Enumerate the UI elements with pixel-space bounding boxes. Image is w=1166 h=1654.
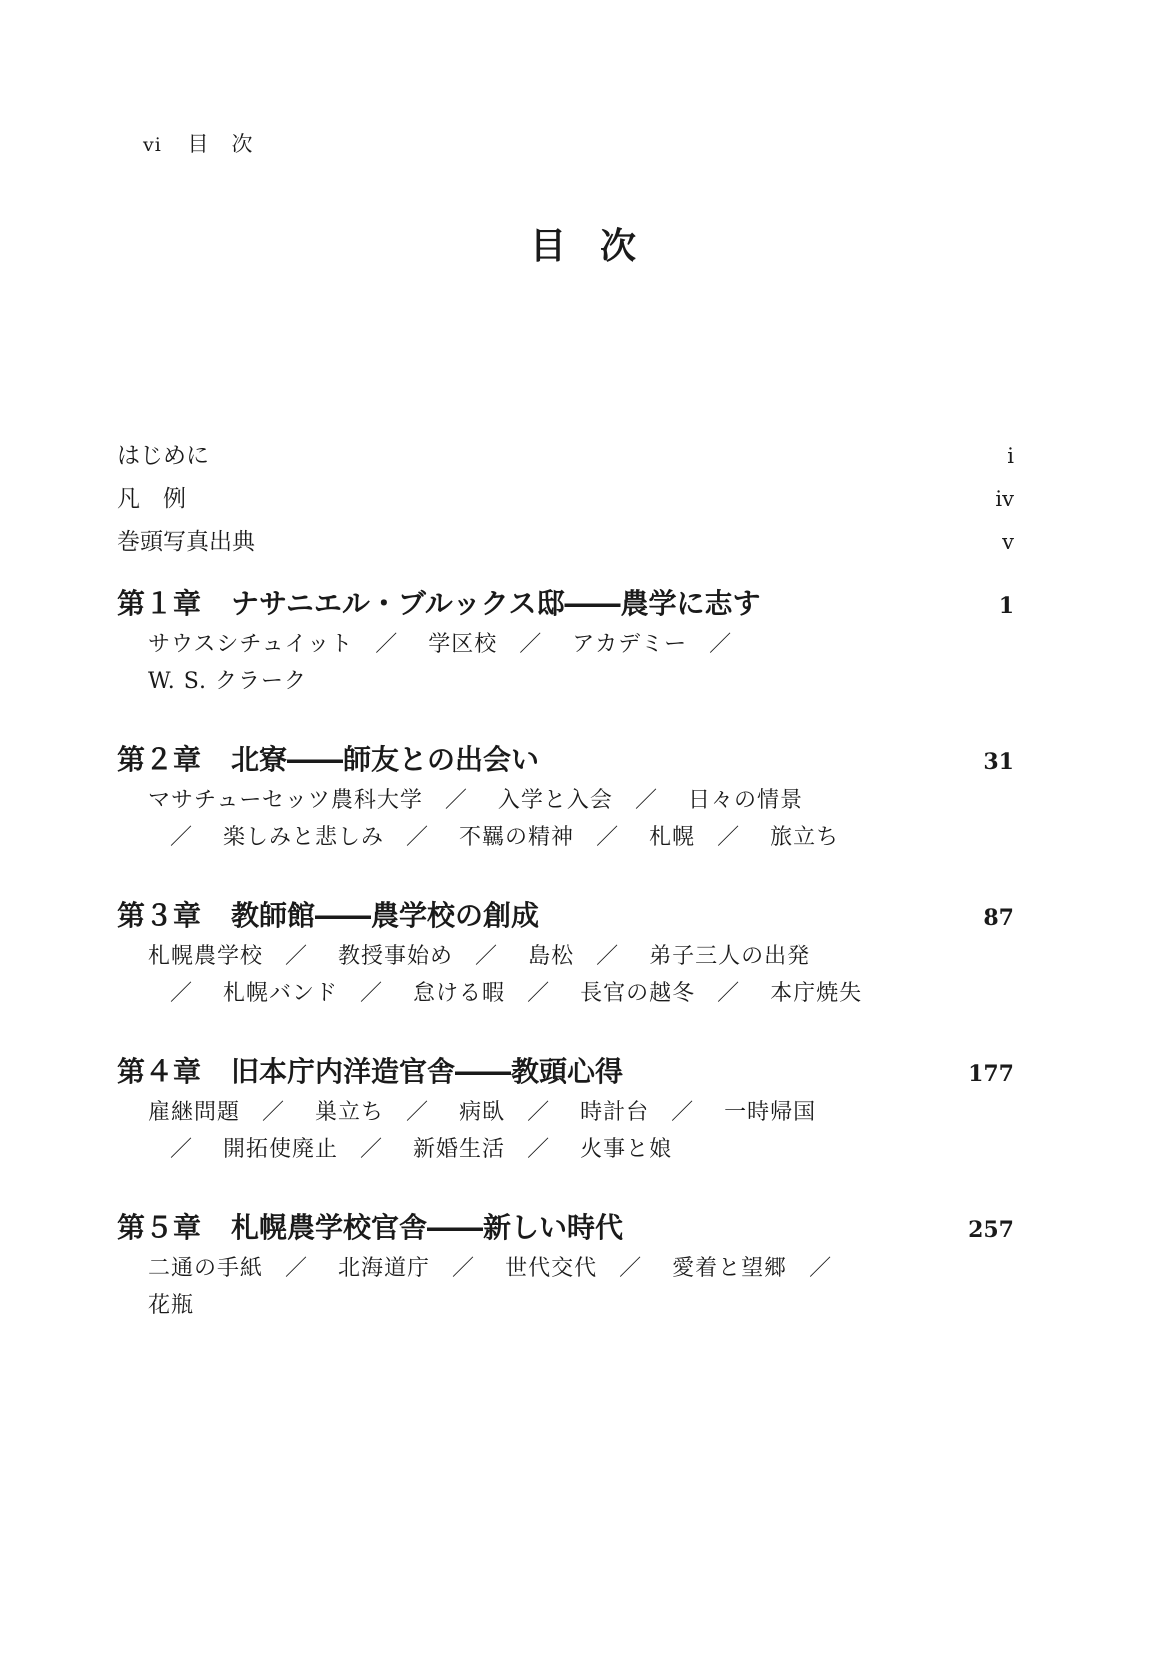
topic-separator: ／ xyxy=(519,632,543,657)
topic-separator: ／ xyxy=(671,1100,695,1125)
front-matter-label: はじめに xyxy=(117,443,209,469)
chapter-entry xyxy=(117,738,1014,856)
chapter-title: 北寮――師友との出会い xyxy=(231,743,540,776)
chapter-topic: 一時帰国 xyxy=(724,1100,817,1125)
topic-separator: ／ xyxy=(452,1256,476,1281)
topic-separator: ／ xyxy=(285,1256,309,1281)
chapter-topics xyxy=(148,782,868,856)
chapter-number: 第４章 xyxy=(117,1055,202,1088)
front-matter-item[interactable] xyxy=(117,480,1014,523)
chapter-page: 257 xyxy=(968,1217,1014,1243)
chapter-topic: 入学と入会 xyxy=(497,788,613,813)
topic-separator: ／ xyxy=(170,825,194,850)
topic-separator: ／ xyxy=(717,981,741,1006)
page-title: 目次 xyxy=(529,226,670,267)
chapter-number: 第３章 xyxy=(117,899,202,932)
topic-separator: ／ xyxy=(360,981,384,1006)
front-matter-label: 凡 例 xyxy=(117,486,186,512)
chapter-topic: 札幌バンド xyxy=(223,981,339,1006)
chapter-topic: 花瓶 xyxy=(148,1293,195,1318)
front-matter-item[interactable] xyxy=(117,437,1014,480)
chapter-topic: 弟子三人の出発 xyxy=(649,944,811,969)
topic-separator: ／ xyxy=(406,1100,430,1125)
chapter-number: 第１章 xyxy=(117,587,202,620)
front-matter-page: i xyxy=(1007,444,1014,468)
topic-separator: ／ xyxy=(527,981,551,1006)
front-matter-page: iv xyxy=(995,487,1014,511)
chapter-topic: 教授事始め xyxy=(338,944,454,969)
chapter-number: 第５章 xyxy=(117,1211,202,1244)
chapter-topic: W. S. クラーク xyxy=(148,669,308,694)
chapter-heading[interactable] xyxy=(117,894,1014,938)
topic-separator: ／ xyxy=(475,944,499,969)
chapter-topic: サウスシチュイット xyxy=(148,632,354,657)
chapter-topics xyxy=(148,1250,868,1324)
chapter-heading[interactable] xyxy=(117,1206,1014,1250)
chapter-topic: 不羈の精神 xyxy=(459,825,575,850)
front-matter-item[interactable] xyxy=(117,523,1014,566)
topic-separator: ／ xyxy=(375,632,399,657)
front-matter-list xyxy=(117,437,1014,566)
chapter-topics xyxy=(148,938,868,1012)
chapter-title: 教師館――農学校の創成 xyxy=(231,899,540,932)
chapter-topic: 雇継問題 xyxy=(148,1100,241,1125)
chapter-heading[interactable] xyxy=(117,582,1014,626)
chapter-page: 87 xyxy=(983,905,1014,931)
chapter-topic: マサチューセッツ農科大学 xyxy=(148,788,423,813)
chapter-heading[interactable] xyxy=(117,1050,1014,1094)
chapter-page: 31 xyxy=(983,749,1014,775)
chapter-topic: 開拓使廃止 xyxy=(223,1137,339,1162)
topic-separator: ／ xyxy=(634,788,658,813)
topic-separator: ／ xyxy=(717,825,741,850)
chapter-topic: アカデミー xyxy=(572,632,688,657)
front-matter-page: v xyxy=(1002,530,1014,554)
chapter-entry xyxy=(117,582,1014,700)
chapter-page: 177 xyxy=(968,1061,1014,1087)
chapter-topic: 楽しみと悲しみ xyxy=(223,825,385,850)
chapter-title: ナサニエル・ブルックス邸――農学に志す xyxy=(231,587,761,620)
topic-separator: ／ xyxy=(170,981,194,1006)
front-matter-label: 巻頭写真出典 xyxy=(117,529,255,555)
chapter-entry xyxy=(117,894,1014,1012)
topic-separator: ／ xyxy=(596,944,620,969)
chapter-topic: 二通の手紙 xyxy=(148,1256,264,1281)
chapter-topic: 札幌 xyxy=(649,825,696,850)
chapter-topic: 長官の越冬 xyxy=(580,981,696,1006)
topic-separator: ／ xyxy=(285,944,309,969)
chapter-topic: 火事と娘 xyxy=(580,1137,673,1162)
topic-separator: ／ xyxy=(170,1137,194,1162)
chapter-topic: 日々の情景 xyxy=(687,788,803,813)
chapter-topic: 札幌農学校 xyxy=(148,944,264,969)
topic-separator: ／ xyxy=(619,1256,643,1281)
topic-separator: ／ xyxy=(444,788,468,813)
chapter-topic: 病臥 xyxy=(459,1100,506,1125)
chapter-page: 1 xyxy=(998,593,1014,619)
chapter-topic: 巣立ち xyxy=(315,1100,385,1125)
topic-separator: ／ xyxy=(596,825,620,850)
chapter-topic: 世代交代 xyxy=(505,1256,598,1281)
chapter-topic: 新婚生活 xyxy=(413,1137,506,1162)
chapter-topic: 時計台 xyxy=(580,1100,650,1125)
topic-separator: ／ xyxy=(360,1137,384,1162)
chapter-topic: 北海道庁 xyxy=(338,1256,431,1281)
chapter-entry xyxy=(117,1050,1014,1168)
topic-separator: ／ xyxy=(527,1137,551,1162)
chapter-title: 札幌農学校官舎――新しい時代 xyxy=(231,1211,624,1244)
topic-separator: ／ xyxy=(406,825,430,850)
chapter-topic: 愛着と望郷 xyxy=(672,1256,788,1281)
chapter-heading[interactable] xyxy=(117,738,1014,782)
chapter-title: 旧本庁内洋造官舎――教頭心得 xyxy=(231,1055,624,1088)
topic-separator: ／ xyxy=(527,1100,551,1125)
chapter-topic: 島松 xyxy=(528,944,575,969)
chapter-topics xyxy=(148,626,788,700)
running-head-label: 目 次 xyxy=(187,132,254,156)
chapter-topic: 学区校 xyxy=(428,632,498,657)
chapter-number: 第２章 xyxy=(117,743,202,776)
chapter-topic: 本庁焼失 xyxy=(770,981,863,1006)
topic-separator: ／ xyxy=(262,1100,286,1125)
chapter-topic: 怠ける暇 xyxy=(413,981,506,1006)
page-folio: vi xyxy=(143,134,162,156)
running-head xyxy=(143,128,254,158)
topic-separator: ／ xyxy=(709,632,733,657)
topic-separator: ／ xyxy=(809,1256,833,1281)
chapter-entry xyxy=(117,1206,1014,1324)
chapter-topics xyxy=(148,1094,868,1168)
chapter-topic: 旅立ち xyxy=(770,825,840,850)
